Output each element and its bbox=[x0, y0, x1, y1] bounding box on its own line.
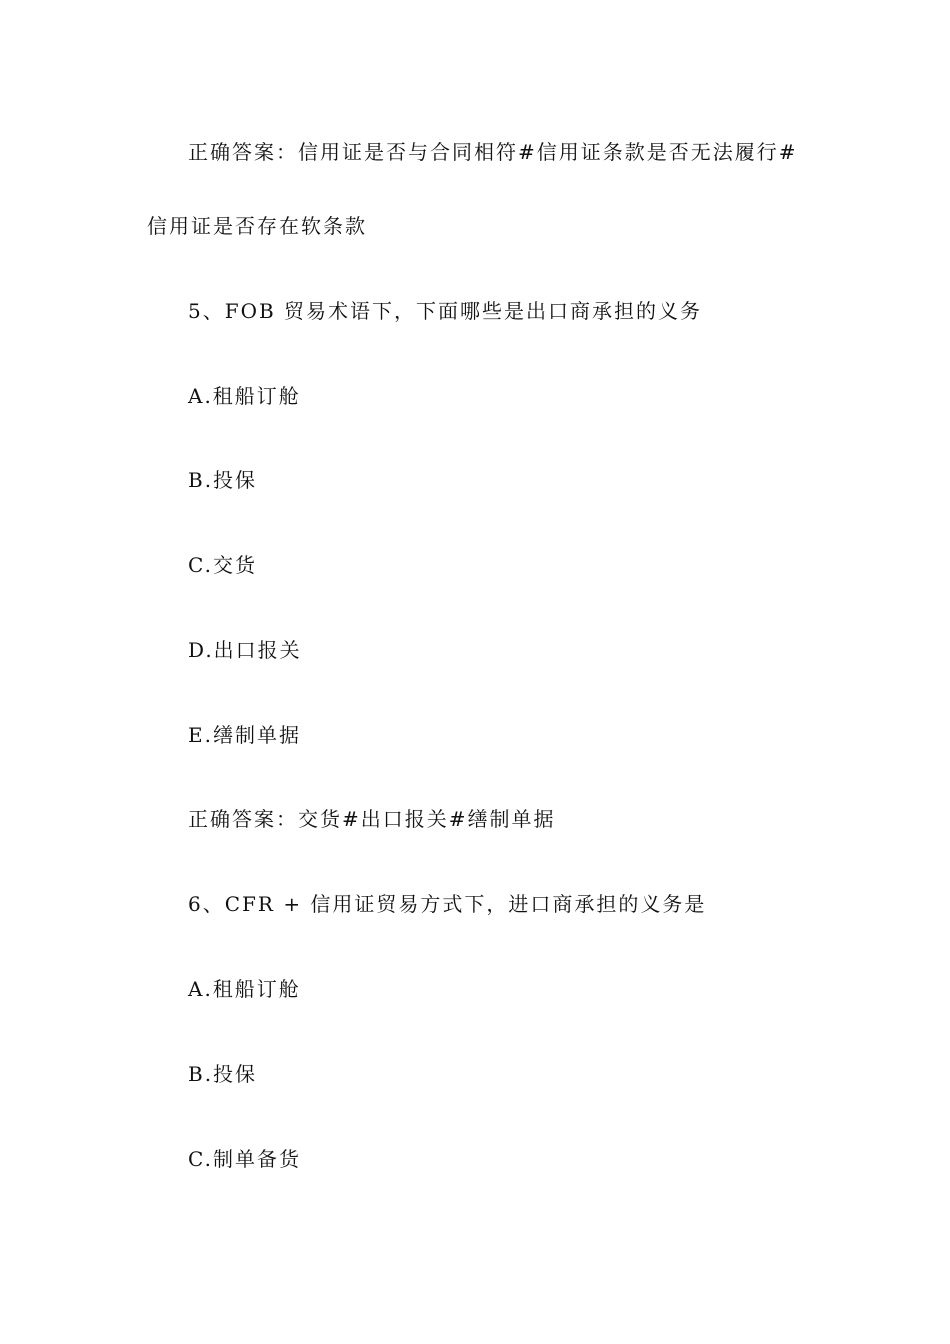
q5-option-a: A.租船订舱 bbox=[188, 384, 301, 408]
q6-question: 6、CFR + 信用证贸易方式下，进口商承担的义务是 bbox=[188, 892, 707, 916]
q5-option-d: D.出口报关 bbox=[188, 638, 302, 662]
q4-answer-line-2: 信用证是否存在软条款 bbox=[147, 214, 367, 238]
q6-option-a: A.租船订舱 bbox=[188, 977, 301, 1001]
q5-option-c: C.交货 bbox=[188, 553, 257, 577]
q6-option-b: B.投保 bbox=[188, 1062, 258, 1086]
q5-option-b: B.投保 bbox=[188, 468, 258, 492]
q5-option-e: E.缮制单据 bbox=[188, 723, 301, 747]
q5-question: 5、FOB 贸易术语下，下面哪些是出口商承担的义务 bbox=[188, 299, 703, 323]
q6-option-c: C.制单备货 bbox=[188, 1147, 301, 1171]
q4-answer-line-1: 正确答案：信用证是否与合同相符#信用证条款是否无法履行# bbox=[188, 140, 798, 164]
q5-answer: 正确答案：交货#出口报关#缮制单据 bbox=[188, 807, 556, 831]
